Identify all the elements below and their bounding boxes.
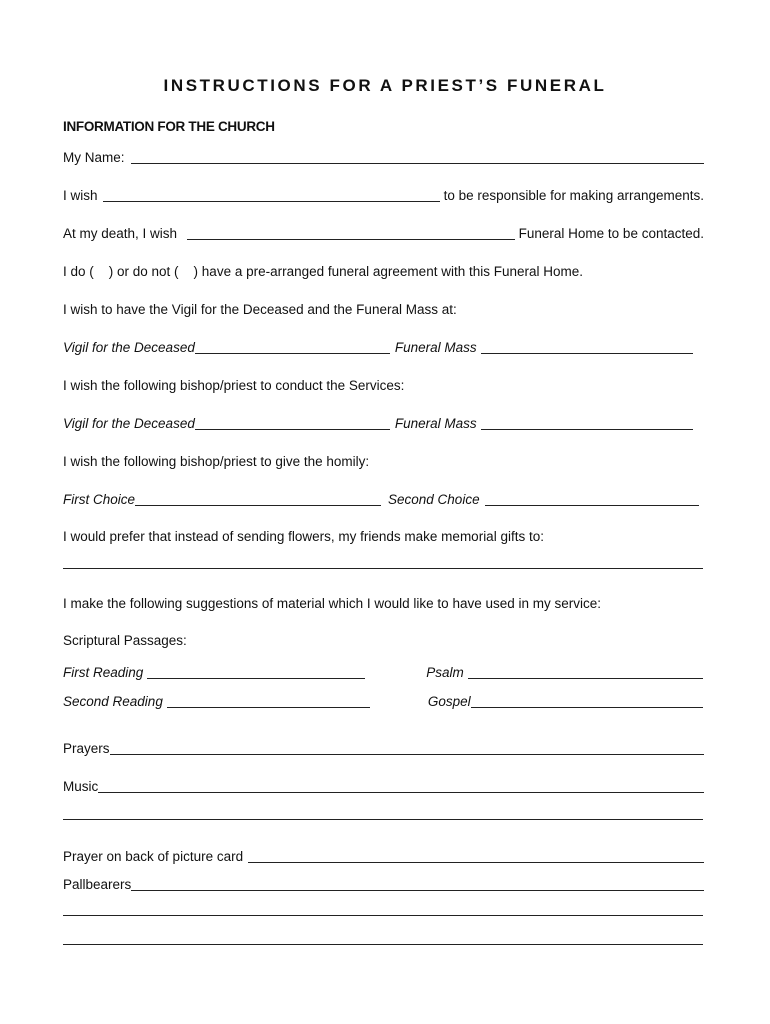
psalm-field[interactable] bbox=[468, 678, 703, 679]
funeral-home-field[interactable] bbox=[187, 239, 515, 240]
funeral-home-label: Funeral Home to be contacted. bbox=[518, 226, 704, 241]
mass-celebrant-field[interactable] bbox=[481, 429, 693, 430]
mass-celebrant-label: Funeral Mass bbox=[394, 416, 477, 431]
suggestions-row bbox=[63, 592, 704, 612]
homily-label: I wish the following bishop/priest to give the homily: bbox=[63, 454, 370, 469]
location-row bbox=[63, 298, 704, 318]
prayers-label: Prayers bbox=[63, 741, 110, 756]
music-field[interactable] bbox=[98, 792, 704, 793]
pallbearers-label: Pallbearers bbox=[63, 877, 132, 892]
pallbearers-field[interactable] bbox=[131, 890, 704, 891]
memorial-row bbox=[63, 525, 704, 545]
memorial-gifts-field[interactable] bbox=[63, 568, 703, 569]
picture-card-field[interactable] bbox=[248, 862, 704, 863]
conduct-label: I wish the following bishop/priest to conduct the Services: bbox=[63, 378, 405, 393]
location-label: I wish to have the Vigil for the Deceased and the Funeral Mass at: bbox=[63, 302, 457, 317]
readings-row-1 bbox=[63, 661, 703, 681]
gospel-field[interactable] bbox=[471, 707, 703, 708]
arrangements-person-field[interactable] bbox=[103, 201, 440, 202]
i-wish-label: I wish bbox=[63, 188, 98, 203]
section-heading: INFORMATION FOR THE CHURCH bbox=[63, 119, 275, 134]
scriptural-label: Scriptural Passages: bbox=[63, 633, 187, 648]
scriptural-row bbox=[63, 629, 704, 649]
first-reading-label: First Reading bbox=[63, 665, 144, 680]
homily-row bbox=[63, 450, 704, 470]
psalm-label: Psalm bbox=[426, 665, 464, 680]
my-name-label: My Name: bbox=[63, 150, 125, 165]
music-row bbox=[63, 775, 704, 795]
location-fields-row bbox=[63, 336, 693, 356]
picture-card-row bbox=[63, 845, 704, 865]
first-choice-field[interactable] bbox=[135, 505, 381, 506]
second-reading-label: Second Reading bbox=[63, 694, 163, 709]
first-choice-label: First Choice bbox=[63, 492, 136, 507]
second-choice-label: Second Choice bbox=[388, 492, 480, 507]
vigil-location-field[interactable] bbox=[195, 353, 390, 354]
page-title: INSTRUCTIONS FOR A PRIEST’S FUNERAL bbox=[163, 76, 607, 95]
prearranged-label: I do ( ) or do not ( ) have a pre-arranged funeral agreement with this Funeral Home. bbox=[63, 264, 584, 279]
prayers-field[interactable] bbox=[110, 754, 704, 755]
mass-location-field[interactable] bbox=[481, 353, 693, 354]
prayers-row bbox=[63, 737, 704, 757]
pallbearers-extra-field-2[interactable] bbox=[63, 944, 703, 945]
music-extra-field[interactable] bbox=[63, 819, 703, 820]
memorial-label: I would prefer that instead of sending flowers, my friends make memorial gifts to: bbox=[63, 529, 544, 544]
second-choice-field[interactable] bbox=[485, 505, 699, 506]
second-reading-field[interactable] bbox=[167, 707, 370, 708]
mass-location-label: Funeral Mass bbox=[394, 340, 477, 355]
picture-card-label: Prayer on back of picture card bbox=[63, 849, 244, 864]
vigil-location-label: Vigil for the Deceased bbox=[63, 340, 195, 355]
prearranged-row bbox=[63, 260, 704, 280]
funeral-home-row bbox=[63, 222, 704, 242]
vigil-celebrant-label: Vigil for the Deceased bbox=[63, 416, 195, 431]
pallbearers-extra-field-1[interactable] bbox=[63, 915, 703, 916]
at-my-death-label: At my death, I wish bbox=[63, 226, 178, 241]
celebrant-fields-row bbox=[63, 412, 693, 432]
music-label: Music bbox=[63, 779, 99, 794]
my-name-field[interactable] bbox=[131, 163, 704, 164]
vigil-celebrant-field[interactable] bbox=[195, 429, 390, 430]
responsible-label: to be responsible for making arrangements. bbox=[443, 188, 704, 203]
homilist-choices-row bbox=[63, 488, 699, 508]
suggestions-label: I make the following suggestions of material which I would like to have used in my service: bbox=[63, 596, 602, 611]
my-name-row bbox=[63, 146, 704, 166]
arrangements-row bbox=[63, 184, 704, 204]
gospel-label: Gospel bbox=[427, 694, 471, 709]
readings-row-2 bbox=[63, 690, 703, 710]
conduct-row bbox=[63, 374, 704, 394]
pallbearers-row bbox=[63, 873, 704, 893]
first-reading-field[interactable] bbox=[147, 678, 365, 679]
